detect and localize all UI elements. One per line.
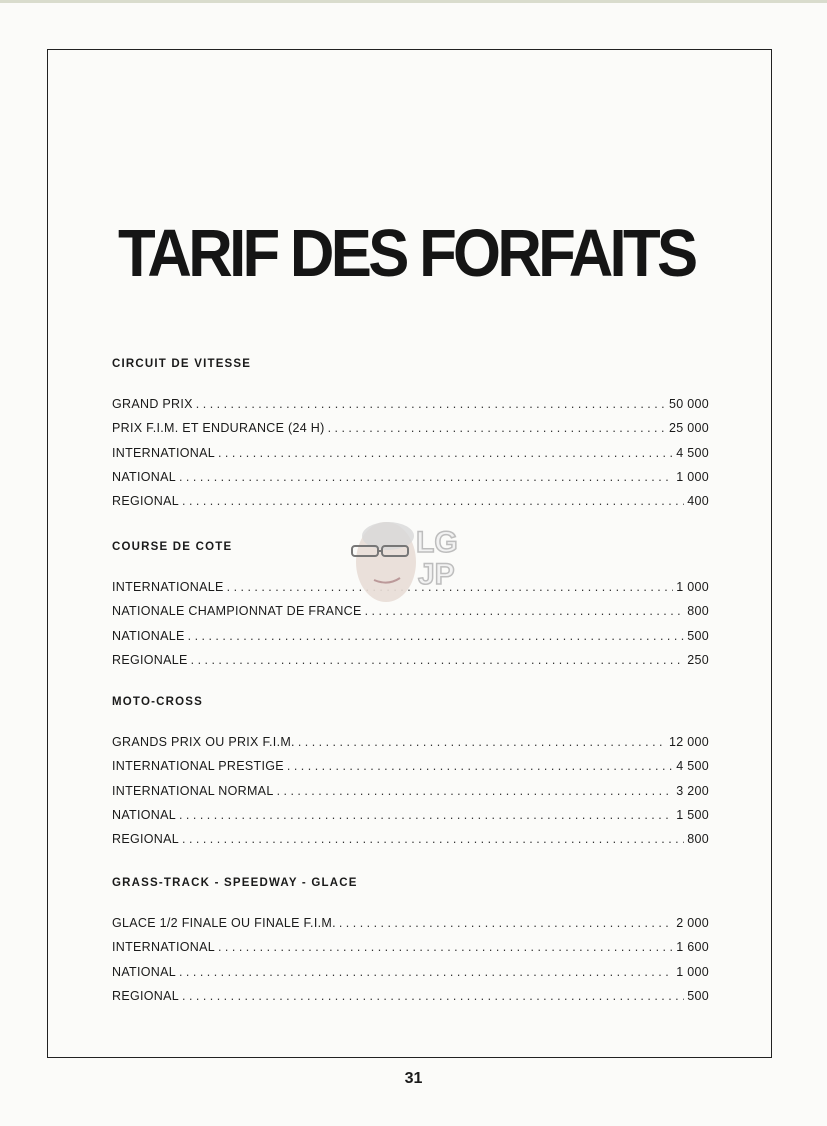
price-label: GRAND PRIX (112, 397, 193, 411)
price-value: 2 000 (676, 916, 709, 930)
dot-leader (218, 935, 673, 959)
price-row (112, 827, 709, 851)
price-row (112, 648, 709, 672)
price-label: GLACE 1/2 FINALE OU FINALE F.I.M. (112, 916, 336, 930)
price-label: REGIONAL (112, 494, 179, 509)
section-moto-cross (112, 692, 709, 851)
section-heading: MOTO-CROSS (112, 696, 204, 708)
price-value: 25 000 (668, 421, 709, 436)
price-row (112, 779, 709, 803)
section-heading: GRASS-TRACK - SPEEDWAY - GLACE (112, 877, 358, 889)
price-value: 800 (687, 604, 709, 619)
dot-leader (179, 465, 673, 489)
price-value: 1 000 (676, 580, 709, 594)
dot-leader (287, 754, 673, 778)
dot-leader (298, 730, 666, 754)
price-label: REGIONAL (112, 832, 179, 847)
price-value: 3 200 (676, 783, 709, 798)
price-row (112, 489, 709, 513)
price-value: 1 000 (676, 964, 709, 979)
section-heading: COURSE DE COTE (112, 541, 233, 553)
price-label: INTERNATIONAL PRESTIGE (112, 759, 284, 774)
price-value: 12 000 (668, 735, 709, 749)
price-value: 500 (687, 628, 709, 643)
price-value: 1 500 (676, 807, 709, 822)
svg-text:JP: JP (418, 558, 455, 591)
section-circuit-de-vitesse (112, 354, 709, 513)
price-value: 4 500 (676, 759, 709, 774)
price-label: NATIONALE (112, 628, 185, 643)
dot-leader (182, 984, 684, 1008)
price-value: 1 600 (676, 940, 709, 955)
price-row (112, 754, 709, 778)
price-value: 1 000 (676, 469, 709, 484)
watermark-logo (348, 516, 474, 608)
price-row (112, 441, 709, 465)
price-row (112, 392, 709, 416)
price-label: REGIONALE (112, 652, 188, 667)
section-grass-track-speedway-glace (112, 873, 709, 1008)
price-label: NATIONAL (112, 469, 176, 484)
price-value: 800 (687, 832, 709, 847)
price-row (112, 624, 709, 648)
dot-leader (196, 392, 666, 416)
dot-leader (328, 416, 666, 440)
price-label: NATIONAL (112, 807, 176, 822)
price-row (112, 803, 709, 827)
price-row (112, 465, 709, 489)
dot-leader (218, 441, 673, 465)
price-row (112, 960, 709, 984)
price-value: 500 (687, 988, 709, 1003)
price-value: 250 (687, 652, 709, 667)
price-label: GRANDS PRIX OU PRIX F.I.M. (112, 735, 295, 749)
price-label: PRIX F.I.M. ET ENDURANCE (24 H) (112, 421, 325, 436)
page-title: TARIF DES FORFAITS (118, 216, 695, 291)
price-value: 400 (687, 494, 709, 509)
dot-leader (179, 960, 673, 984)
price-label: INTERNATIONAL (112, 940, 215, 955)
price-value: 50 000 (668, 397, 709, 411)
dot-leader (182, 827, 684, 851)
price-label: INTERNATIONAL NORMAL (112, 783, 274, 798)
price-label: NATIONAL (112, 964, 176, 979)
price-label: REGIONAL (112, 988, 179, 1003)
price-label: INTERNATIONAL (112, 445, 215, 460)
price-row (112, 730, 709, 754)
dot-leader (179, 803, 673, 827)
dot-leader (182, 489, 684, 513)
section-heading: CIRCUIT DE VITESSE (112, 358, 252, 370)
price-row (112, 984, 709, 1008)
price-value: 4 500 (676, 445, 709, 460)
price-label: NATIONALE CHAMPIONNAT DE FRANCE (112, 604, 362, 619)
svg-text:LG: LG (416, 526, 458, 559)
dot-leader (191, 648, 685, 672)
dot-leader (277, 779, 674, 803)
page-top-edge (0, 0, 827, 3)
price-label: INTERNATIONALE (112, 580, 224, 594)
price-row (112, 416, 709, 440)
page-number: 31 (404, 1070, 423, 1087)
dot-leader (339, 911, 673, 935)
price-row (112, 935, 709, 959)
dot-leader (188, 624, 685, 648)
price-row (112, 911, 709, 935)
